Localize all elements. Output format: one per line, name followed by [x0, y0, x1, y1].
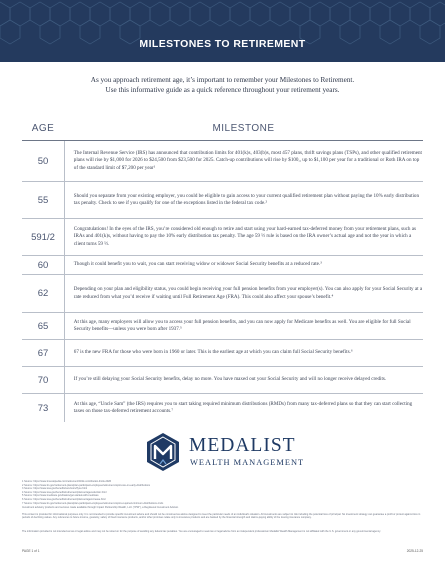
milestone-cell: At this age, “Uncle Sam” (the IRS) requires you to start taking required minimum distributions (RMDs) from many tax-deferred plans so that they can start collecting taxes on those tax-deferred retirement accounts.⁷	[73, 400, 413, 414]
milestone-column-header: MILESTONE	[212, 122, 275, 134]
footnotes	[22, 480, 423, 505]
intro-line-2: Use this informative guide as a quick reference throughout your retirement years.	[105, 86, 340, 94]
milestones-table	[22, 116, 423, 422]
age-cell: 55	[37, 194, 49, 206]
footnote: 7 Source: https://www.irs.gov/retirement-plans/plan-participant-employee/retirement-topics-required-minimum-distributions-rmds	[22, 501, 164, 505]
page-title: MILESTONES TO RETIREMENT	[139, 38, 306, 50]
age-cell: 73	[37, 402, 49, 414]
milestone-cell: 67 is the new FRA for those who were born in 1960 or later. This is the earliest age at which you can claim full Social Security benefits.⁶	[73, 349, 353, 356]
logo-wordmark: MEDALIST	[189, 435, 296, 456]
age-cell: 50	[37, 155, 49, 167]
disclosure-text: The information provided is not intended as tax or legal advice and may not be relied on for the purpose of avoiding any federal tax penalties. You are encouraged to seek tax or legal advice from an independent professional. Medalist Wealth Management is not affiliated with the U.S. government or any governmental agency.	[22, 530, 381, 533]
age-cell: 67	[37, 347, 49, 359]
milestone-cell: Depending on your plan and eligibility status, you could begin receiving your full pension benefits from your employer(s). You can also apply for your Social Security at a rate reduced from what you’d receive if waiting until Full Retirement Age (FRA). This could also affect your spouse’s benefit.⁴	[73, 286, 423, 300]
milestone-cell: The Internal Revenue Service (IRS) has announced that contribution limits for 401(k)s, 403(b)s, most 457 plans, thrift savings plans (TSPs), and other qualified retirement plans will rise by $1,000 for 2026 to $24,500 from $23,500 for 2025. Catch-up contributions will rise by $100,, up to $1,100 per year for a traditional or Roth IRA on top of the standard limit of $7,200 per year¹	[73, 150, 422, 171]
header-banner	[0, 0, 445, 62]
milestone-cell: At this age, many employers will allow you to access your full pension benefits, and you can now apply for Medicare benefits as well. You are eligible for full Social Security benefits—unless you were born after 1937.⁵	[73, 318, 411, 332]
logo-tagline: WEALTH MANAGEMENT	[190, 458, 305, 467]
medal-m-icon	[143, 431, 183, 473]
disclosure-text: Investment advisory products and services made available through Impact Partnership Wealth, LLC (“IPW”), a Registered Investment Advisor.	[22, 506, 179, 509]
table-row	[22, 313, 423, 340]
milestone-cell: If you’re still delaying your Social Security benefits, delay no more. You have maxed out your Social Security and will no longer receive delayed credits.	[73, 376, 387, 383]
age-cell: 70	[37, 374, 49, 386]
document-code: 2025-12-25	[406, 549, 423, 553]
age-cell: 591/2	[31, 231, 55, 243]
age-column-header: AGE	[31, 122, 55, 134]
age-cell: 65	[37, 320, 49, 332]
milestone-cell: Should you separate from your existing employer, you could be eligible to gain access to your current qualified retirement plan without paying the 10% early distribution tax penalty. Check to see if you qualify for one of the exceptions listed in the federal tax code.²	[73, 192, 420, 206]
table-row	[22, 141, 423, 182]
table-header	[22, 116, 423, 141]
milestone-cell: Though it could benefit you to wait, you can start receiving widow or widower Social Security benefits at a reduced rate.³	[73, 261, 322, 268]
company-logo	[143, 431, 308, 473]
footnote: 5 Source: https://www.medicare.gov/basics/get-started-with-medicare	[22, 494, 99, 498]
table-row	[22, 256, 423, 275]
hexagon-pattern	[0, 0, 445, 62]
intro-line-1: As you approach retirement age, it’s important to remember your Milestones to Retirement.	[90, 76, 355, 84]
footnote: 2 Source: https://www.irs.gov/retirement-plans/plan-participant-employee/retirement-topics-tax-on-early-distributions	[22, 483, 150, 487]
disclosure-text: This content is provided for informational purposes only. It is not intended to provide specific investment advice and should not be construed as advice designed to meet the particular needs of an individual’s situation. All investments are subject to risk including the potential loss of principal. No investment strategy can guarantee a profit or protect against loss in periods of declining values. Any references to future income, guaranty, safety of fixed insurance products, and/or other promises relate only to insurance products and are backed by the financial strength and claims-paying ability of the issuing insurance company.	[22, 513, 421, 520]
footnote: 1 Source: https://www.investopedia.com/retirement/401k-contribution-limits-2026	[22, 480, 112, 483]
footnote: 3 Source: https://www.ssa.gov/benefits/survivors/ifyou.html	[22, 487, 88, 491]
footnote: 4 Source: https://www.ssa.gov/benefits/retirement/planner/agereduction.html	[22, 490, 107, 494]
table-row	[22, 182, 423, 219]
table-row	[22, 340, 423, 367]
age-cell: 60	[37, 259, 49, 271]
age-cell: 62	[37, 288, 49, 299]
page-number: PAGE 1 of 1	[22, 549, 40, 553]
milestone-cell: Congratulations! In the eyes of the IRS, you’re considered old enough to retire and start using your hard-earned tax-deferred money from your retirement plans, such as IRAs and 401(k)s, without having to pay the 10% early distribution tax penalty. The age 59 ½ rule is based on the IRA owner’s actual age and not the year in which a client turns 59 ½.	[73, 226, 416, 247]
footnote: 6 Source: https://www.ssa.gov/benefits/retirement/planner/ageincrease.html	[22, 497, 106, 501]
table-row	[22, 394, 423, 422]
table-row	[22, 275, 423, 313]
table-row	[22, 219, 423, 256]
table-row	[22, 367, 423, 394]
intro-text	[40, 75, 405, 95]
